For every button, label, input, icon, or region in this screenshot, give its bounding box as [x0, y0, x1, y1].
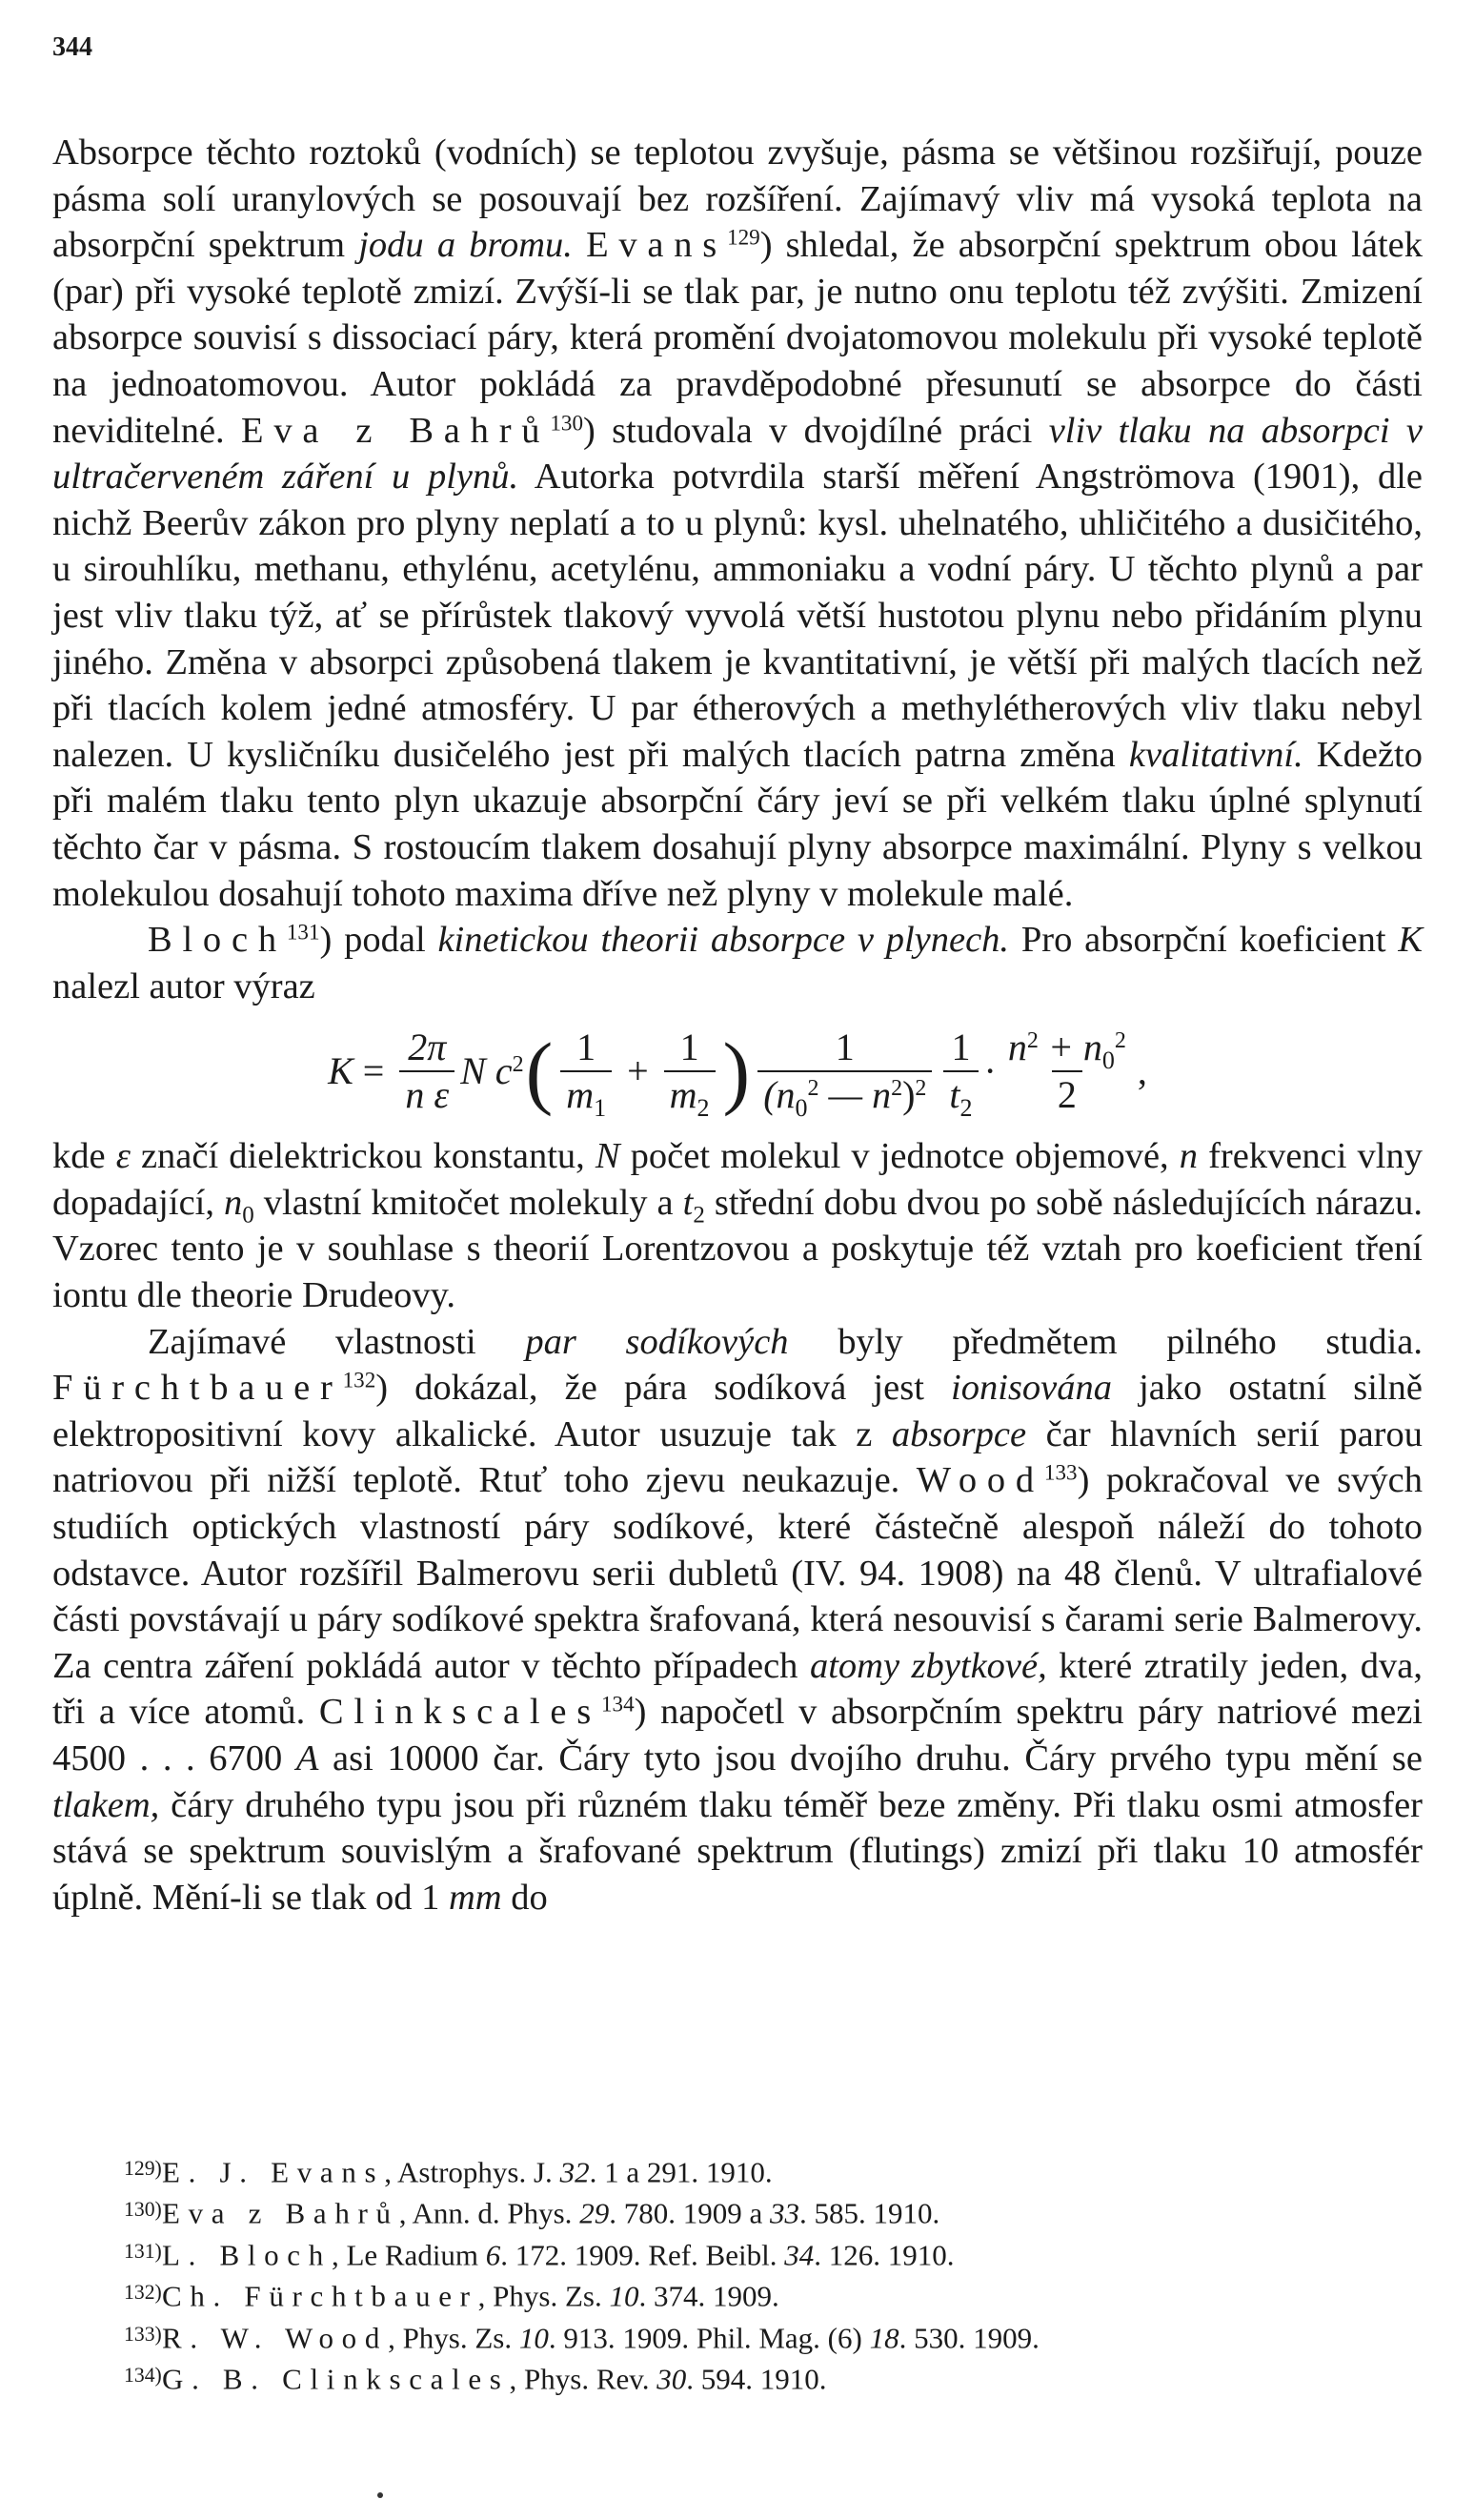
den-part: ) — [902, 1073, 916, 1117]
footnote-author: L. Bloch — [162, 2238, 332, 2272]
footnote-mark: 131) — [124, 2239, 162, 2263]
subscript: 0 — [795, 1094, 808, 1123]
fraction-resonance — [757, 1026, 932, 1123]
math-var: t — [682, 1182, 694, 1223]
footnote-text: , Phys. Zs. — [388, 2321, 519, 2355]
math-var: N — [595, 1136, 620, 1177]
numerator: 1 — [576, 1026, 596, 1069]
equals-sign: = — [362, 1048, 385, 1092]
footnote-ref[interactable]: 132 — [342, 1367, 376, 1392]
italic-run: absorpce — [891, 1413, 1027, 1454]
formula-lhs: K — [328, 1048, 353, 1092]
absorption-formula — [52, 1009, 1423, 1133]
denominator — [664, 1070, 716, 1123]
footnote-text: . 172. 1909. Ref. Beibl. — [500, 2238, 785, 2272]
footnote-volume: 34 — [784, 2238, 815, 2272]
footnote-volume: 18 — [869, 2321, 899, 2355]
page-number: 344 — [52, 32, 92, 62]
paragraph-2 — [52, 917, 1423, 1009]
footnote-text: , Astrophys. J. — [384, 2155, 560, 2189]
author-name: Fürchtbauer — [52, 1368, 343, 1409]
text-run: Autorka potvrdila starší měření Angströmova (1901), dle nichž Beerův zákon pro plyny neplatí a to u plynů: kysl. uhelnatého, uhličitého a dusičitého, u sirouhlíku, methanu, ethylénu, acetylénu, ammoniaku a vodní páry. U těchto plynů a par jest vliv tlaku týž, ať se přírůstek tlakový vyvolá větší hustotou plynu nebo přidáním plynu jiného. Změna v absorpci způsobená tlakem je kvantitativní, je větší při malých tlacích než při tlacích kolem jedné atmosféry. U par étherových a methylétherových vliv tlaku nebyl nalezen. U kysličníku dusičelého jest při malých tlacích patrna změna — [52, 457, 1423, 775]
exponent: 2 — [512, 1051, 524, 1077]
text-run: čar hlavních serií parou natriovou při nižší teplotě. Rtuť toho zjevu neukazuje. — [52, 1413, 1423, 1501]
fraction-1-t2 — [943, 1026, 978, 1123]
italic-run: atomy zbytkové, — [809, 1645, 1047, 1686]
text-run: byly předmětem pilného studia. — [788, 1321, 1423, 1362]
footnote-text: , Phys. Rev. — [509, 2362, 657, 2396]
footnote-volume: 32 — [559, 2155, 590, 2189]
footnote-mark: 132) — [124, 2281, 162, 2305]
exponent: 2 — [1026, 1028, 1039, 1054]
fraction-2pi — [399, 1026, 454, 1116]
footnote-text: . 126. 1910. — [814, 2238, 955, 2272]
footnote-133 — [124, 2316, 1420, 2357]
text-run: jako ostatní silně elektropositivní kovy alkalické. Autor usuzuje tak z — [52, 1368, 1423, 1454]
body-text — [52, 130, 1423, 1920]
text-run: do — [501, 1877, 548, 1918]
footnote-ref[interactable]: 133 — [1043, 1459, 1078, 1485]
footnote-mark: 129) — [124, 2157, 162, 2180]
text-run: vlastní kmitočet molekuly a — [253, 1182, 683, 1223]
text-run: ) dokázal, že pára sodíková jest — [375, 1368, 952, 1409]
text-run: počet molekul v jednotce objemové, — [619, 1136, 1180, 1177]
subscript: 2 — [693, 1202, 705, 1229]
text-run: které ztratily jeden, dva, tři a více atomů. — [52, 1645, 1423, 1733]
text-run: asi 10000 čar. Čáry tyto jsou dvojího druhu. Čáry prvého typu mění se — [318, 1738, 1424, 1778]
den-part: — n — [818, 1073, 892, 1117]
exponent: 2 — [1114, 1028, 1126, 1054]
t-var: t — [949, 1073, 960, 1117]
italic-run: mm — [448, 1877, 502, 1918]
denominator — [943, 1070, 978, 1123]
footnote-volume: 10 — [609, 2279, 639, 2313]
footnote-ref[interactable]: 129 — [727, 224, 760, 250]
math-var: n — [1179, 1136, 1199, 1177]
footnote-132 — [124, 2274, 1420, 2315]
exponent: 2 — [891, 1076, 903, 1102]
text-run: střední dobu dvou po sobě následujících nárazu. Vzorec tento je v souhlase s theorií Lorentzovou a poskytuje též vztah pro koeficient tření iontu dle theorie Drudeovy. — [52, 1182, 1424, 1316]
subscript: 0 — [242, 1202, 254, 1229]
text-run: ) studovala v dvojdílné práci — [582, 410, 1049, 451]
footnote-134 — [124, 2357, 1420, 2398]
text-run: Kdežto při malém tlaku tento plyn ukazuje absorpční čáry jeví se při velkém tlaku úplné splynutí těchto čar v pásma. S rostoucím tlakem dosahují plyny absorpce maximální. Plyny s velkou molekulou dosahují tohoto maxima dříve než plyny v molekule malé. — [52, 734, 1423, 914]
math-var: n — [223, 1182, 243, 1223]
footnote-mark: 133) — [124, 2322, 162, 2346]
footnote-text: , Ann. d. Phys. — [398, 2196, 580, 2230]
footnote-text: . 585. 1910. — [798, 2196, 940, 2230]
m-var: m — [566, 1073, 595, 1117]
footnote-ref[interactable]: 131 — [286, 919, 320, 945]
numerator: 1 — [835, 1026, 855, 1069]
text-run: nalezl autor výraz — [52, 965, 315, 1006]
footnote-author: R. W. Wood — [162, 2321, 389, 2355]
text-run: Zajímavé vlastnosti — [148, 1321, 526, 1362]
italic-run: par sodíkových — [525, 1321, 789, 1362]
numerator: 1 — [951, 1026, 971, 1069]
math-var: A — [295, 1738, 319, 1778]
subscript: 2 — [697, 1094, 710, 1123]
footnote-text: . 913. 1909. Phil. Mag. (6) — [548, 2321, 870, 2355]
nc2-term — [460, 1048, 523, 1095]
nc-text: N c — [460, 1048, 513, 1092]
num-part: + n — [1038, 1026, 1102, 1069]
denominator: 2 — [1052, 1070, 1082, 1116]
math-var: ε — [115, 1136, 131, 1177]
footnote-129 — [124, 2150, 1420, 2191]
footnote-author: Eva z Bahrů — [162, 2196, 399, 2230]
right-paren: ) — [722, 1026, 751, 1118]
formula-comma: , — [1137, 1048, 1147, 1092]
text-run: frekvenci vlny dopadající, — [52, 1136, 1423, 1223]
num-part: n — [1007, 1026, 1027, 1069]
fraction-n-sum — [1002, 1026, 1132, 1116]
footnote-text: , Le Radium — [331, 2238, 486, 2272]
text-run: ) pokračoval ve svých studiích optických vlastností páry sodíkové, které částečně alespoň náleží do tohoto odstavce. Autor rozšířil Balmerovu serii dubletů (IV. 94. 1908) na 48 členů. V ultrafialové části povstávají u páry sodíkové spektra šrafovaná, která nesouvisí s čarami serie Balmerovy. Za centra záření pokládá autor v těchto případech — [52, 1460, 1423, 1686]
footnote-volume: 33 — [769, 2196, 799, 2230]
text-run: ) shledal, že absorpční spektrum obou látek (par) při vysoké teplotě zmizí. Zvýší-li se tlak par, je nutno onu teplotu též zvýšiti. Zmizení absorpce souvisí s dissociací páry, která promění dvojatomovou molekulu při vysoké teplotě na jednoatomovou. Autor pokládá za pravděpodobné přesunutí se absorpce do části neviditelné. — [52, 225, 1423, 451]
numerator: 1 — [679, 1026, 699, 1069]
numerator: 2π — [408, 1026, 447, 1069]
footnote-author: E. J. Evans — [162, 2155, 385, 2189]
footnote-text: . 1 a 291. 1910. — [589, 2155, 773, 2189]
italic-run: tlakem, — [52, 1784, 160, 1825]
paragraph-3 — [52, 1133, 1423, 1318]
footnote-volume: 30 — [656, 2362, 687, 2396]
footnote-text: . 374. 1909. — [638, 2279, 779, 2313]
italic-run: vliv tlaku na absorpci v ultračerveném záření u plynů. — [52, 410, 1423, 498]
subscript: 2 — [959, 1094, 973, 1123]
italic-run: ionisována — [951, 1368, 1112, 1409]
footnote-volume: 29 — [579, 2196, 610, 2230]
left-paren: ( — [525, 1026, 554, 1118]
plus-sign: + — [627, 1048, 649, 1092]
footnote-text: . 780. 1909 a — [609, 2196, 770, 2230]
exponent: 2 — [915, 1076, 927, 1102]
exponent: 2 — [807, 1076, 819, 1102]
author-name: Evans — [586, 225, 728, 266]
dot-operator: · — [983, 1048, 997, 1092]
footnote-mark: 130) — [124, 2198, 162, 2222]
italic-run: kvalitativní. — [1128, 734, 1303, 775]
italic-run: jodu a bromu. — [358, 225, 573, 266]
footnote-131 — [124, 2233, 1420, 2274]
text-run: Absorpce těchto roztoků (vodních) se teplotou zvyšuje, pásma se většinou rozšiřují, pouze pásma solí uranylových se posouvají bez rozšíření. Zajímavý vliv má vysoká teplota na absorpční spektrum — [52, 132, 1423, 266]
footnote-ref[interactable]: 130 — [550, 409, 583, 435]
fraction-1-m2 — [664, 1026, 716, 1123]
paragraph-4 — [52, 1319, 1423, 1921]
fraction-1-m1 — [560, 1026, 612, 1123]
denominator: n ε — [399, 1070, 454, 1116]
author-name: Wood — [916, 1460, 1044, 1501]
footnote-author: Ch. Fürchtbauer — [162, 2279, 478, 2313]
math-var: K — [1398, 920, 1424, 961]
text-run: čáry druhého typu jsou při různém tlaku téměř beze změny. Při tlaku osmi atmosfer stává se spektrum souvislým a šrafované spektrum (flutings) zmizí při tlaku 10 atmosfér úplně. Mění-li se tlak od 1 — [52, 1784, 1423, 1918]
author-name: Bloch — [148, 920, 287, 961]
text-run: ) napočetl v absorpčním spektru páry natriové mezi 4500 . . . 6700 — [52, 1692, 1423, 1778]
m-var: m — [669, 1073, 697, 1117]
denominator — [560, 1070, 612, 1123]
footnote-author: G. B. Clinkscales — [162, 2362, 510, 2396]
footnote-mark: 134) — [124, 2363, 162, 2387]
footnote-text: . 530. 1909. — [899, 2321, 1040, 2355]
footnote-ref[interactable]: 134 — [600, 1691, 635, 1717]
footnote-text: , Phys. Zs. — [477, 2279, 610, 2313]
author-name: Eva z Bahrů — [241, 410, 551, 451]
subscript: 0 — [1101, 1047, 1115, 1075]
paragraph-1 — [52, 130, 1423, 917]
subscript: 1 — [594, 1094, 607, 1123]
author-name: Clinkscales — [318, 1692, 601, 1733]
denominator — [757, 1070, 932, 1123]
text-run: značí dielektrickou konstantu, — [130, 1136, 596, 1177]
italic-run: kinetickou theorii absorpce v plynech. — [437, 920, 1010, 961]
numerator — [1002, 1026, 1132, 1075]
footnote-volume: 6 — [485, 2238, 501, 2272]
text-run: kde — [52, 1136, 116, 1177]
footnote-volume: 10 — [518, 2321, 549, 2355]
text-run: ) podal — [319, 920, 438, 961]
den-part: (n — [763, 1073, 796, 1117]
text-run: Pro absorpční koeficient — [1009, 920, 1399, 961]
print-speck — [377, 2492, 383, 2498]
footnotes — [124, 2150, 1420, 2398]
footnote-text: . 594. 1910. — [686, 2362, 827, 2396]
footnote-130 — [124, 2191, 1420, 2232]
